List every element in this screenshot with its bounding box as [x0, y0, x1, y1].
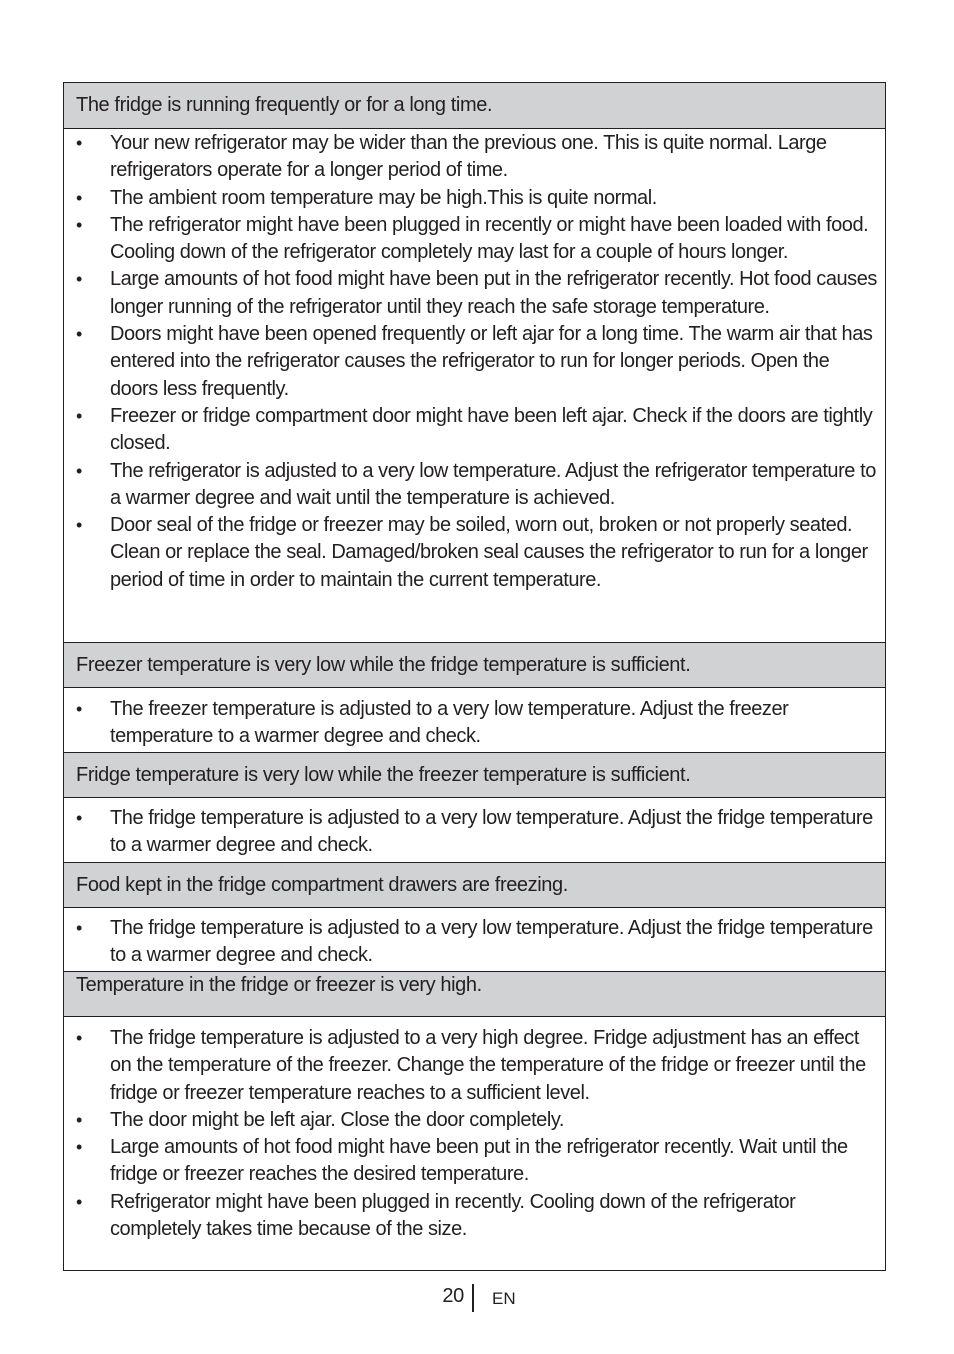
bullet-icon: • — [76, 405, 82, 426]
list-item: • Large amounts of hot food might have been put in the refrigerator recently. Hot food causes longer running of the refrigerator until they reach the safe storage temperature. — [76, 268, 877, 318]
list-item: • Large amounts of hot food might have been put in the refrigerator recently. Wait until the fridge or freezer reaches the desired temperature. — [76, 1136, 848, 1186]
bullet-icon: • — [76, 1191, 82, 1212]
section-heading — [64, 83, 885, 129]
bullet-list — [64, 1025, 885, 1243]
bullet-icon: • — [76, 133, 82, 153]
bullet-icon: • — [76, 1137, 82, 1158]
list-item: • The freezer temperature is adjusted to a very low temperature. Adjust the freezer temperature to a warmer degree and check. — [76, 698, 789, 748]
troubleshooting-table — [63, 82, 886, 1271]
list-item: • The fridge temperature is adjusted to a very high degree. Fridge adjustment has an effect on the temperature of the freezer. Change the temperature of the fridge or freezer until the fridge or freezer temperature reaches to a sufficient level. — [76, 1027, 866, 1104]
section-heading — [64, 643, 885, 688]
section-heading-text: The fridge is running frequently or for a long time. — [76, 94, 493, 116]
section-heading-text: Temperature in the fridge or freezer is very high. — [76, 974, 482, 996]
section-heading-text: Fridge temperature is very low while the freezer temperature is sufficient. — [76, 763, 691, 786]
section-heading — [64, 863, 885, 908]
bullet-icon: • — [76, 324, 82, 345]
page-number: 20 — [442, 1285, 464, 1307]
list-item: • The refrigerator might have been plugged in recently or might have been loaded with food. Cooling down of the refrigerator completely may last for a couple of hours longer. — [76, 213, 869, 264]
bullet-icon: • — [76, 1028, 82, 1048]
section-heading-text: Freezer temperature is very low while the fridge temperature is sufficient. — [76, 653, 691, 676]
bullet-list — [64, 915, 885, 970]
bullet-icon: • — [76, 460, 82, 481]
section-heading-text: Food kept in the fridge compartment drawers are freezing. — [76, 873, 568, 896]
section-body — [64, 129, 885, 643]
bullet-icon: • — [76, 515, 82, 536]
list-item: • Your new refrigerator may be wider than the previous one. This is quite normal. Large refrigerators operate for a longer period of time. — [76, 132, 827, 182]
list-item: • The fridge temperature is adjusted to a very low temperature. Adjust the fridge temperature to a warmer degree and check. — [76, 917, 873, 967]
footer-divider — [472, 1284, 474, 1312]
bullet-list — [64, 696, 885, 751]
list-item: • The fridge temperature is adjusted to a very low temperature. Adjust the fridge temperature to a warmer degree and check. — [76, 807, 873, 857]
list-item: • The ambient room temperature may be high.This is quite normal. — [64, 185, 885, 212]
bullet-icon: • — [76, 187, 82, 208]
bullet-icon: • — [76, 1109, 82, 1130]
list-item: • Door seal of the fridge or freezer may be soiled, worn out, broken or not properly seated. Clean or replace the seal. Damaged/broken seal causes the refrigerator to run for a longer period of time in order to maintain the current temperature. — [76, 514, 868, 591]
page-footer — [0, 1282, 954, 1314]
section-heading — [64, 972, 885, 1017]
list-item: • The refrigerator is adjusted to a very low temperature. Adjust the refrigerator temperature to a warmer degree and wait until the temperature is achieved. — [76, 459, 876, 509]
section-body — [64, 908, 885, 972]
list-item: • The door might be left ajar. Close the door completely. — [64, 1107, 885, 1134]
bullet-icon: • — [76, 214, 82, 235]
section-heading — [64, 753, 885, 798]
list-item: • Doors might have been opened frequently or left ajar for a long time. The warm air that has entered into the refrigerator causes the refrigerator to run for longer periods. Open the doors less frequently. — [76, 323, 873, 400]
section-body — [64, 1017, 885, 1270]
bullet-list — [64, 130, 885, 594]
bullet-icon: • — [76, 808, 82, 828]
bullet-icon: • — [76, 269, 82, 290]
list-item: • Freezer or fridge compartment door might have been left ajar. Check if the doors are tightly closed. — [76, 404, 873, 455]
bullet-list — [64, 805, 885, 860]
language-label: EN — [492, 1289, 516, 1308]
section-body — [64, 798, 885, 863]
bullet-icon: • — [76, 699, 82, 719]
bullet-icon: • — [76, 918, 82, 938]
list-item: • Refrigerator might have been plugged in recently. Cooling down of the refrigerator completely takes time because of the size. — [76, 1190, 796, 1241]
section-body — [64, 688, 885, 753]
